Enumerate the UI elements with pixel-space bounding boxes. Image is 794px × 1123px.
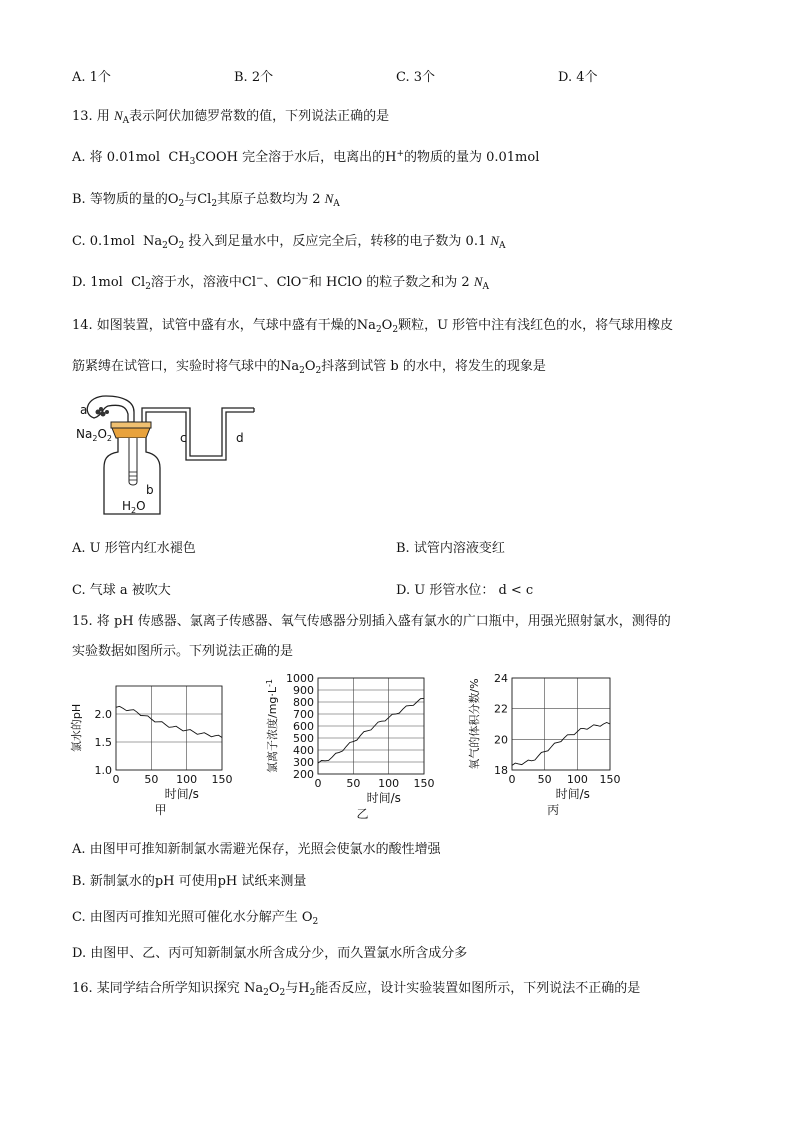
chart-3 bbox=[467, 672, 621, 817]
x-tick-label: 50 bbox=[346, 777, 361, 790]
y-tick-label: 800 bbox=[293, 696, 314, 709]
q15-option-d: D. 由图甲、乙、丙可知新制氯水所含成分少，而久置氯水所含成分多 bbox=[72, 946, 468, 961]
label-d: d bbox=[236, 431, 244, 445]
y-tick-label: 400 bbox=[293, 744, 314, 757]
q15-option-a: A. 由图甲可推知新制氯水需避光保存，光照会使氯水的酸性增强 bbox=[72, 842, 441, 857]
y-tick-label: 200 bbox=[293, 768, 314, 781]
label-h2o: $H_2O$ bbox=[122, 499, 146, 515]
chart-1 bbox=[69, 686, 233, 817]
y-tick-label: 24 bbox=[494, 672, 508, 685]
q13-option-d: D. 1mol $Cl_2$溶于水，溶液中Cl−、ClO−和 HClO 的粒子数之和为 2 $N_A$ bbox=[72, 274, 489, 292]
q14-option-a: A. U 形管内红水褪色 bbox=[72, 541, 196, 556]
x-tick-label: 50 bbox=[537, 773, 552, 786]
plot-frame bbox=[116, 686, 222, 770]
x-tick-label: 100 bbox=[378, 777, 400, 790]
label-na2o2: $Na_2O_2$ bbox=[76, 427, 112, 443]
y-tick-label: 1.0 bbox=[94, 764, 112, 777]
chart-title: 甲 bbox=[154, 803, 167, 817]
q12-option-d: D. 4个 bbox=[558, 70, 598, 85]
q16-stem: 16. 某同学结合所学知识探究 $Na_2O_2$与$H_2$能否反应，设计实验装置如图所示，下列说法不正确的是 bbox=[72, 981, 641, 998]
q12-option-c: C. 3个 bbox=[396, 70, 436, 85]
q14-option-b: B. 试管内溶液变红 bbox=[396, 541, 505, 556]
series-line bbox=[318, 698, 424, 763]
y-axis-label: 氧气的体积分数/% bbox=[468, 678, 481, 770]
y-tick-label: 900 bbox=[293, 684, 314, 697]
chart-2 bbox=[265, 672, 435, 821]
x-axis-label: 时间/s bbox=[164, 787, 199, 801]
label-a: a bbox=[80, 403, 88, 417]
y-tick-label: 300 bbox=[293, 756, 314, 769]
rubber-stopper bbox=[112, 428, 150, 438]
q14-option-c: C. 气球 a 被吹大 bbox=[72, 583, 171, 598]
x-tick-label: 150 bbox=[413, 777, 435, 790]
q15-option-c: C. 由图丙可推知光照可催化水分解产生 $O_2$ bbox=[72, 910, 319, 927]
q15-stem-line2: 实验数据如图所示。下列说法正确的是 bbox=[72, 644, 294, 659]
series-line bbox=[116, 706, 222, 737]
x-tick-label: 50 bbox=[144, 773, 159, 786]
plot-frame bbox=[512, 678, 610, 770]
q12-option-b: B. 2个 bbox=[234, 70, 274, 85]
q13-stem: 13. 用 $N_A$表示阿伏加德罗常数的值，下列说法正确的是 bbox=[72, 108, 390, 126]
y-tick-label: 22 bbox=[494, 702, 508, 716]
x-tick-label: 0 bbox=[314, 777, 322, 790]
balloon-a bbox=[87, 396, 134, 422]
y-tick-label: 20 bbox=[494, 733, 508, 747]
y-axis-label: 氯水的pH bbox=[70, 703, 83, 753]
x-tick-label: 150 bbox=[211, 773, 233, 786]
x-axis-label: 时间/s bbox=[555, 787, 590, 801]
y-tick-label: 1.5 bbox=[94, 736, 112, 749]
label-b: b bbox=[146, 483, 154, 497]
x-tick-label: 150 bbox=[599, 773, 621, 786]
q15-option-b: B. 新制氯水的pH 可使用pH 试纸来测量 bbox=[72, 874, 307, 889]
q13-option-a: A. 将 0.01mol $CH_3COOH$ 完全溶于水后，电离出的H+的物质的量为 0.01mol bbox=[72, 149, 540, 167]
series-line bbox=[512, 723, 610, 766]
q13-option-c: C. 0.1mol $Na_2O_2$ 投入到足量水中，反应完全后，转移的电子数为 0.1 $N_A$ bbox=[72, 233, 506, 251]
y-tick-label: 2.0 bbox=[94, 708, 112, 721]
q15-sensor-charts bbox=[66, 664, 632, 830]
x-tick-label: 100 bbox=[176, 773, 198, 786]
q14-apparatus-diagram bbox=[72, 390, 272, 525]
x-tick-label: 0 bbox=[112, 773, 120, 786]
label-c: c bbox=[180, 431, 187, 445]
y-tick-label: 500 bbox=[293, 732, 314, 745]
q14-option-d: D. U 形管水位： d < c bbox=[396, 583, 534, 598]
x-axis-label: 时间/s bbox=[366, 791, 401, 805]
q14-stem-line2: 筋紧缚在试管口，实验时将气球中的$Na_2O_2$抖落到试管 b 的水中，将发生的现象是 bbox=[72, 359, 546, 376]
x-tick-label: 100 bbox=[566, 773, 588, 786]
q13-option-b: B. 等物质的量的$O_2$与$Cl_2$其原子总数均为 2 $N_A$ bbox=[72, 191, 340, 209]
q15-stem-line1: 15. 将 pH 传感器、氯离子传感器、氧气传感器分别插入盛有氯水的广口瓶中，用强光照射氯水，测得的 bbox=[72, 614, 671, 629]
chart-title: 乙 bbox=[356, 807, 369, 821]
q12-option-a: A. 1个 bbox=[72, 70, 111, 85]
y-tick-label: 1000 bbox=[286, 672, 314, 685]
y-tick-label: 700 bbox=[293, 708, 314, 721]
chart-title: 丙 bbox=[547, 803, 560, 817]
y-tick-label: 600 bbox=[293, 720, 314, 733]
y-tick-label: 18 bbox=[494, 764, 508, 777]
y-axis-label: 氯离子浓度$/mg\cdot L^{-1}$ bbox=[265, 678, 279, 774]
x-tick-label: 0 bbox=[508, 773, 516, 786]
q14-stem-line1: 14. 如图装置，试管中盛有水，气球中盛有干燥的$Na_2O_2$颗粒，U 形管中注有浅红色的水，将气球用橡皮 bbox=[72, 318, 674, 335]
